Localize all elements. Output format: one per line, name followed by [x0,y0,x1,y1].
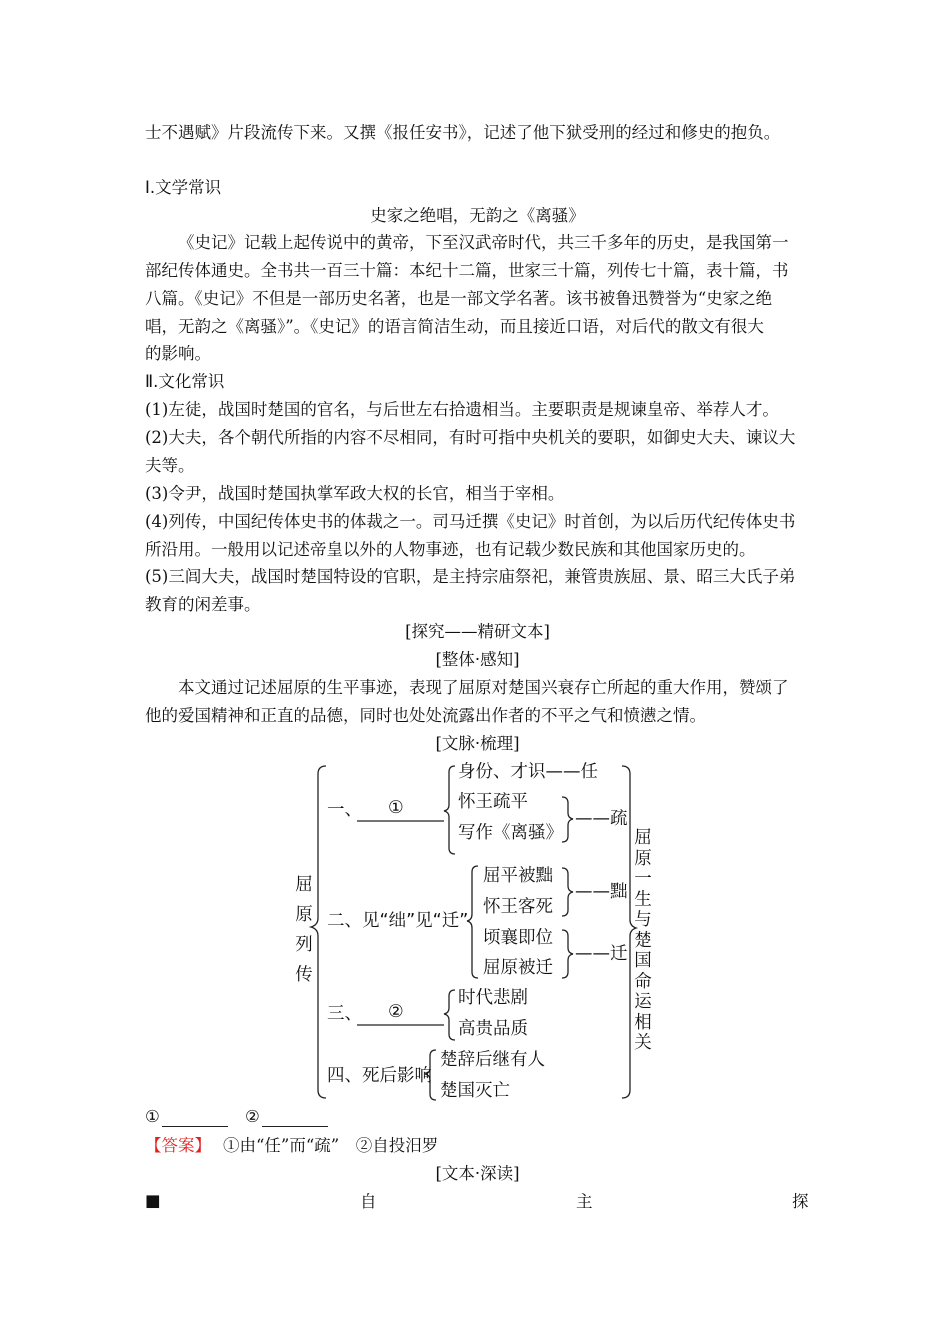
diagram-part3-label: 三、 [327,1004,362,1024]
blank-2-line [262,1126,328,1127]
culture-item-2-line1: (2)大夫，各个朝代所指的内容不尽相同，有时可指中央机关的要职，如御史大夫、谏议大 [145,428,796,447]
diagram-part2-item2: 怀王客死 [483,897,553,917]
diagram-part1-result: ——疏 [575,809,628,829]
subheading-shiji: 史家之绝唱，无韵之《离骚》 [370,206,585,225]
paragraph-shiji-line5: 的影响。 [145,344,211,363]
culture-item-1: (1)左徒，战国时楚国的官名，与后世左右拾遗相当。主要职责是规谏皇帝、举荐人才。 [145,400,779,419]
diagram-part3-item2: 高贵品质 [458,1019,528,1039]
section-overall: [整体·感知] [435,650,520,669]
section-deep-reading: [文本·深读] [435,1164,520,1183]
diagram-part3-blank: ② [388,1002,404,1022]
section-explore: [探究——精研文本] [405,622,550,641]
heading-culture: Ⅱ.文化常识 [145,372,225,391]
diagram-part4-label: 四、死后影响 [327,1066,432,1086]
diagram-part1-item1: 身份、才识——任 [458,762,598,782]
paragraph-shiji-line1: 《史记》记载上起传说中的黄帝，下至汉武帝时代，共三千多年的历史，是我国第一 [178,233,789,252]
answer-text: ①由“任”而“疏” ②自投汨罗 [223,1136,439,1155]
paragraph-summary-line1: 本文通过记述屈原的生平事迹，表现了屈原对楚国兴衰存亡所起的重大作用，赞颂了 [178,678,789,697]
culture-item-5-line2: 教育的闲差事。 [145,595,261,614]
heading-literature: Ⅰ.文学常识 [145,178,222,197]
paragraph-intro-end: 士不遇赋》片段流传下来。又撰《报任安书》，记述了他下狱受刑的经过和修史的抱负。 [145,123,781,142]
diagram-part2-label: 二、见“绌”见“迁” [327,911,469,931]
culture-item-2-line2: 夫等。 [145,456,195,475]
diagram-part1-item3: 写作《离骚》 [458,823,563,843]
diagram-part4-item2: 楚国灭亡 [440,1081,510,1101]
diagram-part2-item4: 屈原被迁 [483,958,553,978]
diagram-part2-result1: ——黜 [575,882,628,902]
paragraph-shiji-line3: 八篇。《史记》不但是一部历史名著，也是一部文学名著。该书被鲁迅赞誉为“史家之绝 [145,289,773,308]
paragraph-summary-line2: 他的爱国精神和正直的品德，同时也处处流露出作者的不平之气和愤懑之情。 [145,706,706,725]
diagram-part2-item1: 屈平被黜 [483,866,553,886]
section-structure: [文脉·梳理] [435,734,520,753]
diagram-part1-item2: 怀王疏平 [458,792,528,812]
diagram-part2-result2: ——迁 [575,944,628,964]
diagram-part2-item3: 顷襄即位 [483,928,553,948]
last-line-char-3: 探 [792,1192,809,1211]
culture-item-4-line2: 所沿用。一般用以记述帝皇以外的人物事迹，也有记载少数民族和其他国家历史的。 [145,540,756,559]
last-line-char-2: 主 [576,1192,593,1211]
culture-item-5-line1: (5)三闾大夫，战国时楚国特设的官职，是主持宗庙祭祀，兼管贵族屈、景、昭三大氏子弟 [145,567,796,586]
paragraph-shiji-line4: 唱，无韵之《离骚》”。《史记》的语言简洁生动，而且接近口语，对后代的散文有很大 [145,317,764,336]
diagram-root-title: 屈 原 列 传 [295,875,313,985]
blank-2-number: ② [245,1107,260,1126]
culture-item-4-line1: (4)列传，中国纪传体史书的体裁之一。司马迁撰《史记》时首创，为以后历代纪传体史书 [145,512,796,531]
bullet-square: ■ [145,1191,161,1210]
last-line-char-1: 自 [360,1192,377,1211]
blank-1-line [162,1126,228,1127]
culture-item-3: (3)令尹，战国时楚国执掌军政大权的长官，相当于宰相。 [145,484,565,503]
diagram-right-conclusion: 屈 原 一 生 与 楚 国 命 运 相 关 [634,828,652,1053]
blank-1-number: ① [145,1107,160,1126]
diagram-part3-item1: 时代悲剧 [458,988,528,1008]
answer-tag: 【答案】 [145,1136,211,1155]
diagram-part1-label: 一、 [327,800,362,820]
answer-line [145,1135,810,1157]
diagram-part4-item1: 楚辞后继有人 [440,1050,545,1070]
diagram-part1-blank: ① [388,798,404,818]
paragraph-shiji-line2: 部纪传体通史。全书共一百三十篇：本纪十二篇，世家三十篇，列传七十篇，表十篇，书 [145,261,789,280]
